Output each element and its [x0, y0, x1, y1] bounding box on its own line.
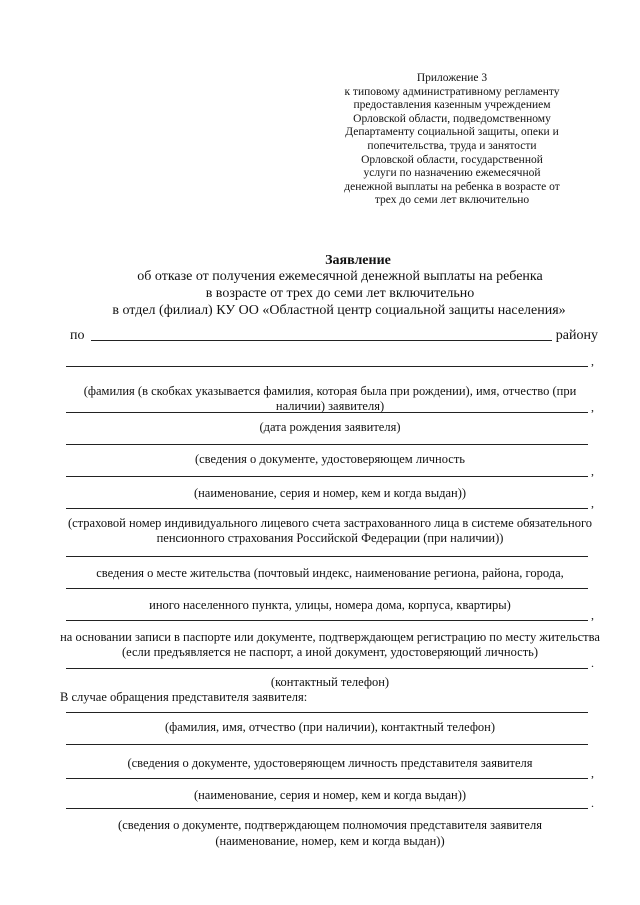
appendix-block — [318, 72, 586, 208]
fill-line — [66, 808, 588, 809]
comma-mark: , — [591, 608, 594, 622]
birth-date-caption: (дата рождения заявителя) — [259, 420, 401, 434]
po-label: по — [70, 328, 85, 343]
appendix-line: предоставления казенным учреждением — [353, 99, 551, 112]
snils-field[interactable] — [66, 496, 594, 510]
rayon-label: району — [555, 328, 598, 343]
representative-id-doc-field[interactable] — [66, 744, 588, 745]
appendix-line: к типовому административному регламенту — [344, 85, 560, 98]
representative-id-details-caption: (наименование, серия и номер, кем и когда выдан)) — [193, 788, 467, 802]
department-line: в отдел (филиал) КУ ОО «Областной центр социальной защиты населения» — [112, 303, 566, 318]
authority-doc-caption-1: (сведения о документе, подтверждающем полномочия представителя заявителя — [118, 818, 542, 832]
fill-line — [66, 508, 588, 509]
document-subtitle-line1: об отказе от получения ежемесячной денежной выплаты на ребенка — [137, 269, 543, 284]
fill-line — [66, 668, 588, 669]
fill-line — [66, 588, 588, 589]
period-mark: . — [591, 796, 594, 810]
comma-mark: , — [591, 766, 594, 780]
id-doc-caption: (сведения о документе, удостоверяющем личность — [194, 452, 466, 466]
residence-field-2[interactable] — [66, 588, 588, 589]
phone-field[interactable] — [66, 656, 594, 670]
representative-id-details-field[interactable] — [66, 766, 594, 780]
fill-line — [66, 712, 588, 713]
rayon-row — [70, 328, 598, 344]
appendix-line: трех до семи лет включительно — [374, 194, 530, 207]
residence-caption-1: сведения о месте жительства (почтовый индекс, наименование региона, района, города, — [96, 566, 564, 580]
representative-intro: В случае обращения представителя заявителя: — [60, 690, 308, 704]
comma-mark: , — [591, 400, 594, 414]
appendix-line: Департаменту социальной защиты, опеки и — [345, 126, 559, 139]
title-block — [60, 252, 600, 319]
fill-line — [66, 620, 588, 621]
fill-line — [66, 476, 588, 477]
snils-caption: (страховой номер индивидуального лицевого счета застрахованного лица в системе обязательного пенсионного страхования Российской Федерации (при наличии)) — [67, 516, 593, 545]
comma-mark: , — [591, 464, 594, 478]
representative-fio-caption: (фамилия, имя, отчество (при наличии), контактный телефон) — [164, 720, 496, 734]
appendix-line: услуги по назначению ежемесячной — [363, 167, 541, 180]
appendix-line: Орловской области, подведомственному — [353, 112, 551, 125]
representative-id-doc-caption: (сведения о документе, удостоверяющем личность представителя заявителя — [127, 756, 533, 770]
fill-line — [66, 744, 588, 745]
residence-basis-caption: на основании записи в паспорте или документе, подтверждающем регистрацию по месту жительства (если предъявляется не паспорт, а иной документ, удостоверяющий личность) — [60, 630, 600, 659]
id-doc-details-caption: (наименование, серия и номер, кем и когда выдан)) — [193, 486, 467, 500]
fill-line — [66, 366, 588, 367]
applicant-fio-field[interactable] — [66, 354, 594, 368]
fill-line — [66, 444, 588, 445]
id-doc-details-field[interactable] — [66, 464, 594, 478]
authority-doc-field[interactable] — [66, 796, 594, 810]
phone-caption: (контактный телефон) — [270, 675, 390, 689]
appendix-line: денежной выплаты на ребенка в возрасте от — [344, 180, 560, 193]
document-title: Заявление — [325, 253, 391, 268]
fill-line — [66, 778, 588, 779]
period-mark: . — [591, 656, 594, 670]
comma-mark: , — [591, 496, 594, 510]
representative-fio-field[interactable] — [66, 712, 588, 713]
fill-line — [66, 556, 588, 557]
fill-line — [66, 412, 588, 413]
appendix-line: Орловской области, государственной — [361, 153, 543, 166]
residence-basis-field[interactable] — [66, 608, 594, 622]
id-doc-field[interactable] — [66, 444, 588, 445]
document-subtitle-line2: в возрасте от трех до семи лет включительно — [205, 285, 475, 301]
authority-doc-caption-2: (наименование, номер, кем и когда выдан)) — [215, 834, 445, 848]
appendix-line: Приложение 3 — [416, 72, 488, 84]
birth-date-field[interactable] — [66, 400, 594, 414]
applicant-fio-caption: (фамилия (в скобках указывается фамилия, которая была при рождении), имя, отчество (при наличии) заявителя) — [83, 384, 577, 413]
rayon-fill-line[interactable] — [91, 339, 552, 341]
residence-field[interactable] — [66, 556, 588, 557]
appendix-line: попечительства, труда и занятости — [367, 139, 537, 152]
residence-caption-2: иного населенного пункта, улицы, номера дома, корпуса, квартиры) — [149, 598, 511, 612]
comma-mark: , — [591, 354, 594, 368]
